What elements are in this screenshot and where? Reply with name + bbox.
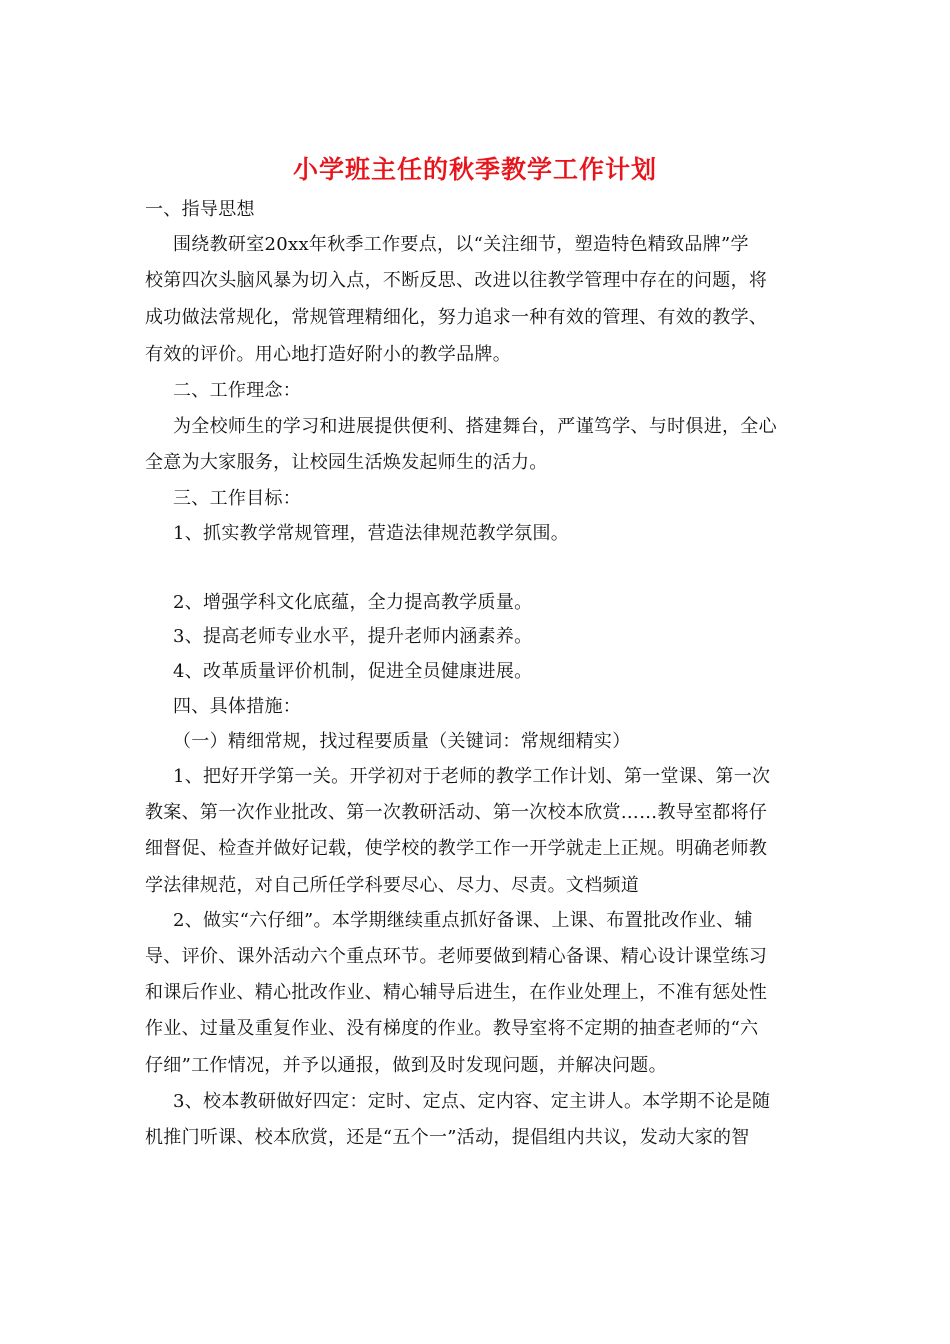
paragraph-line: 导、评价、课外活动六个重点环节。老师要做到精心备课、精心设计课堂练习 (145, 946, 768, 967)
heading-guiding-thought: 一、指导思想 (145, 199, 255, 220)
goal-item: 3、提高老师专业水平，提升老师内涵素养。 (173, 626, 533, 647)
paragraph-line: 校第四次头脑风暴为切入点，不断反思、改进以往教学管理中存在的问题，将 (145, 270, 768, 291)
paragraph-line: 细督促、检查并做好记载，使学校的教学工作一开学就走上正规。明确老师教 (145, 838, 768, 859)
subheading-measure-1: （一）精细常规，找过程要质量（关键词：常规细精实） (173, 731, 631, 752)
goal-item: 1、抓实教学常规管理，营造法律规范教学氛围。 (173, 523, 570, 544)
paragraph-line: 全意为大家服务，让校园生活焕发起师生的活力。 (145, 452, 548, 473)
paragraph-line: 为全校师生的学习和进展提供便利、搭建舞台，严谨笃学、与时俱进，全心 (173, 416, 777, 437)
goal-item: 4、改革质量评价机制，促进全员健康进展。 (173, 661, 533, 682)
paragraph-line: 3、校本教研做好四定：定时、定点、定内容、定主讲人。本学期不论是随 (173, 1091, 771, 1112)
paragraph-line: 1、把好开学第一关。开学初对于老师的教学工作计划、第一堂课、第一次 (173, 766, 771, 787)
paragraph-line: 机推门听课、校本欣赏，还是“五个一”活动，提倡组内共议，发动大家的智 (145, 1127, 750, 1148)
paragraph-line: 有效的评价。用心地打造好附小的教学品牌。 (145, 344, 511, 365)
heading-work-concept: 二、工作理念： (173, 380, 302, 401)
document-title: 小学班主任的秋季教学工作计划 (292, 155, 657, 184)
paragraph-line: 2、做实“六仔细”。本学期继续重点抓好备课、上课、布置批改作业、辅 (173, 910, 753, 931)
paragraph-line: 学法律规范，对自己所任学科要尽心、尽力、尽责。文档频道 (145, 875, 640, 896)
goal-item: 2、增强学科文化底蕴，全力提高教学质量。 (173, 592, 533, 613)
paragraph-line: 围绕教研室20xx年秋季工作要点，以“关注细节，塑造特色精致品牌”学 (173, 234, 749, 255)
paragraph-line: 和课后作业、精心批改作业、精心辅导后进生，在作业处理上，不准有惩处性 (145, 982, 768, 1003)
paragraph-line: 教案、第一次作业批改、第一次教研活动、第一次校本欣赏……教导室都将仔 (145, 802, 768, 823)
paragraph-line: 作业、过量及重复作业、没有梯度的作业。教导室将不定期的抽查老师的“六 (145, 1018, 759, 1039)
paragraph-line: 成功做法常规化，常规管理精细化，努力追求一种有效的管理、有效的教学、 (145, 307, 768, 328)
heading-work-goals: 三、工作目标： (173, 488, 302, 509)
heading-specific-measures: 四、具体措施： (173, 696, 302, 717)
paragraph-line: 仔细”工作情况，并予以通报，做到及时发现问题，并解决问题。 (145, 1055, 667, 1076)
